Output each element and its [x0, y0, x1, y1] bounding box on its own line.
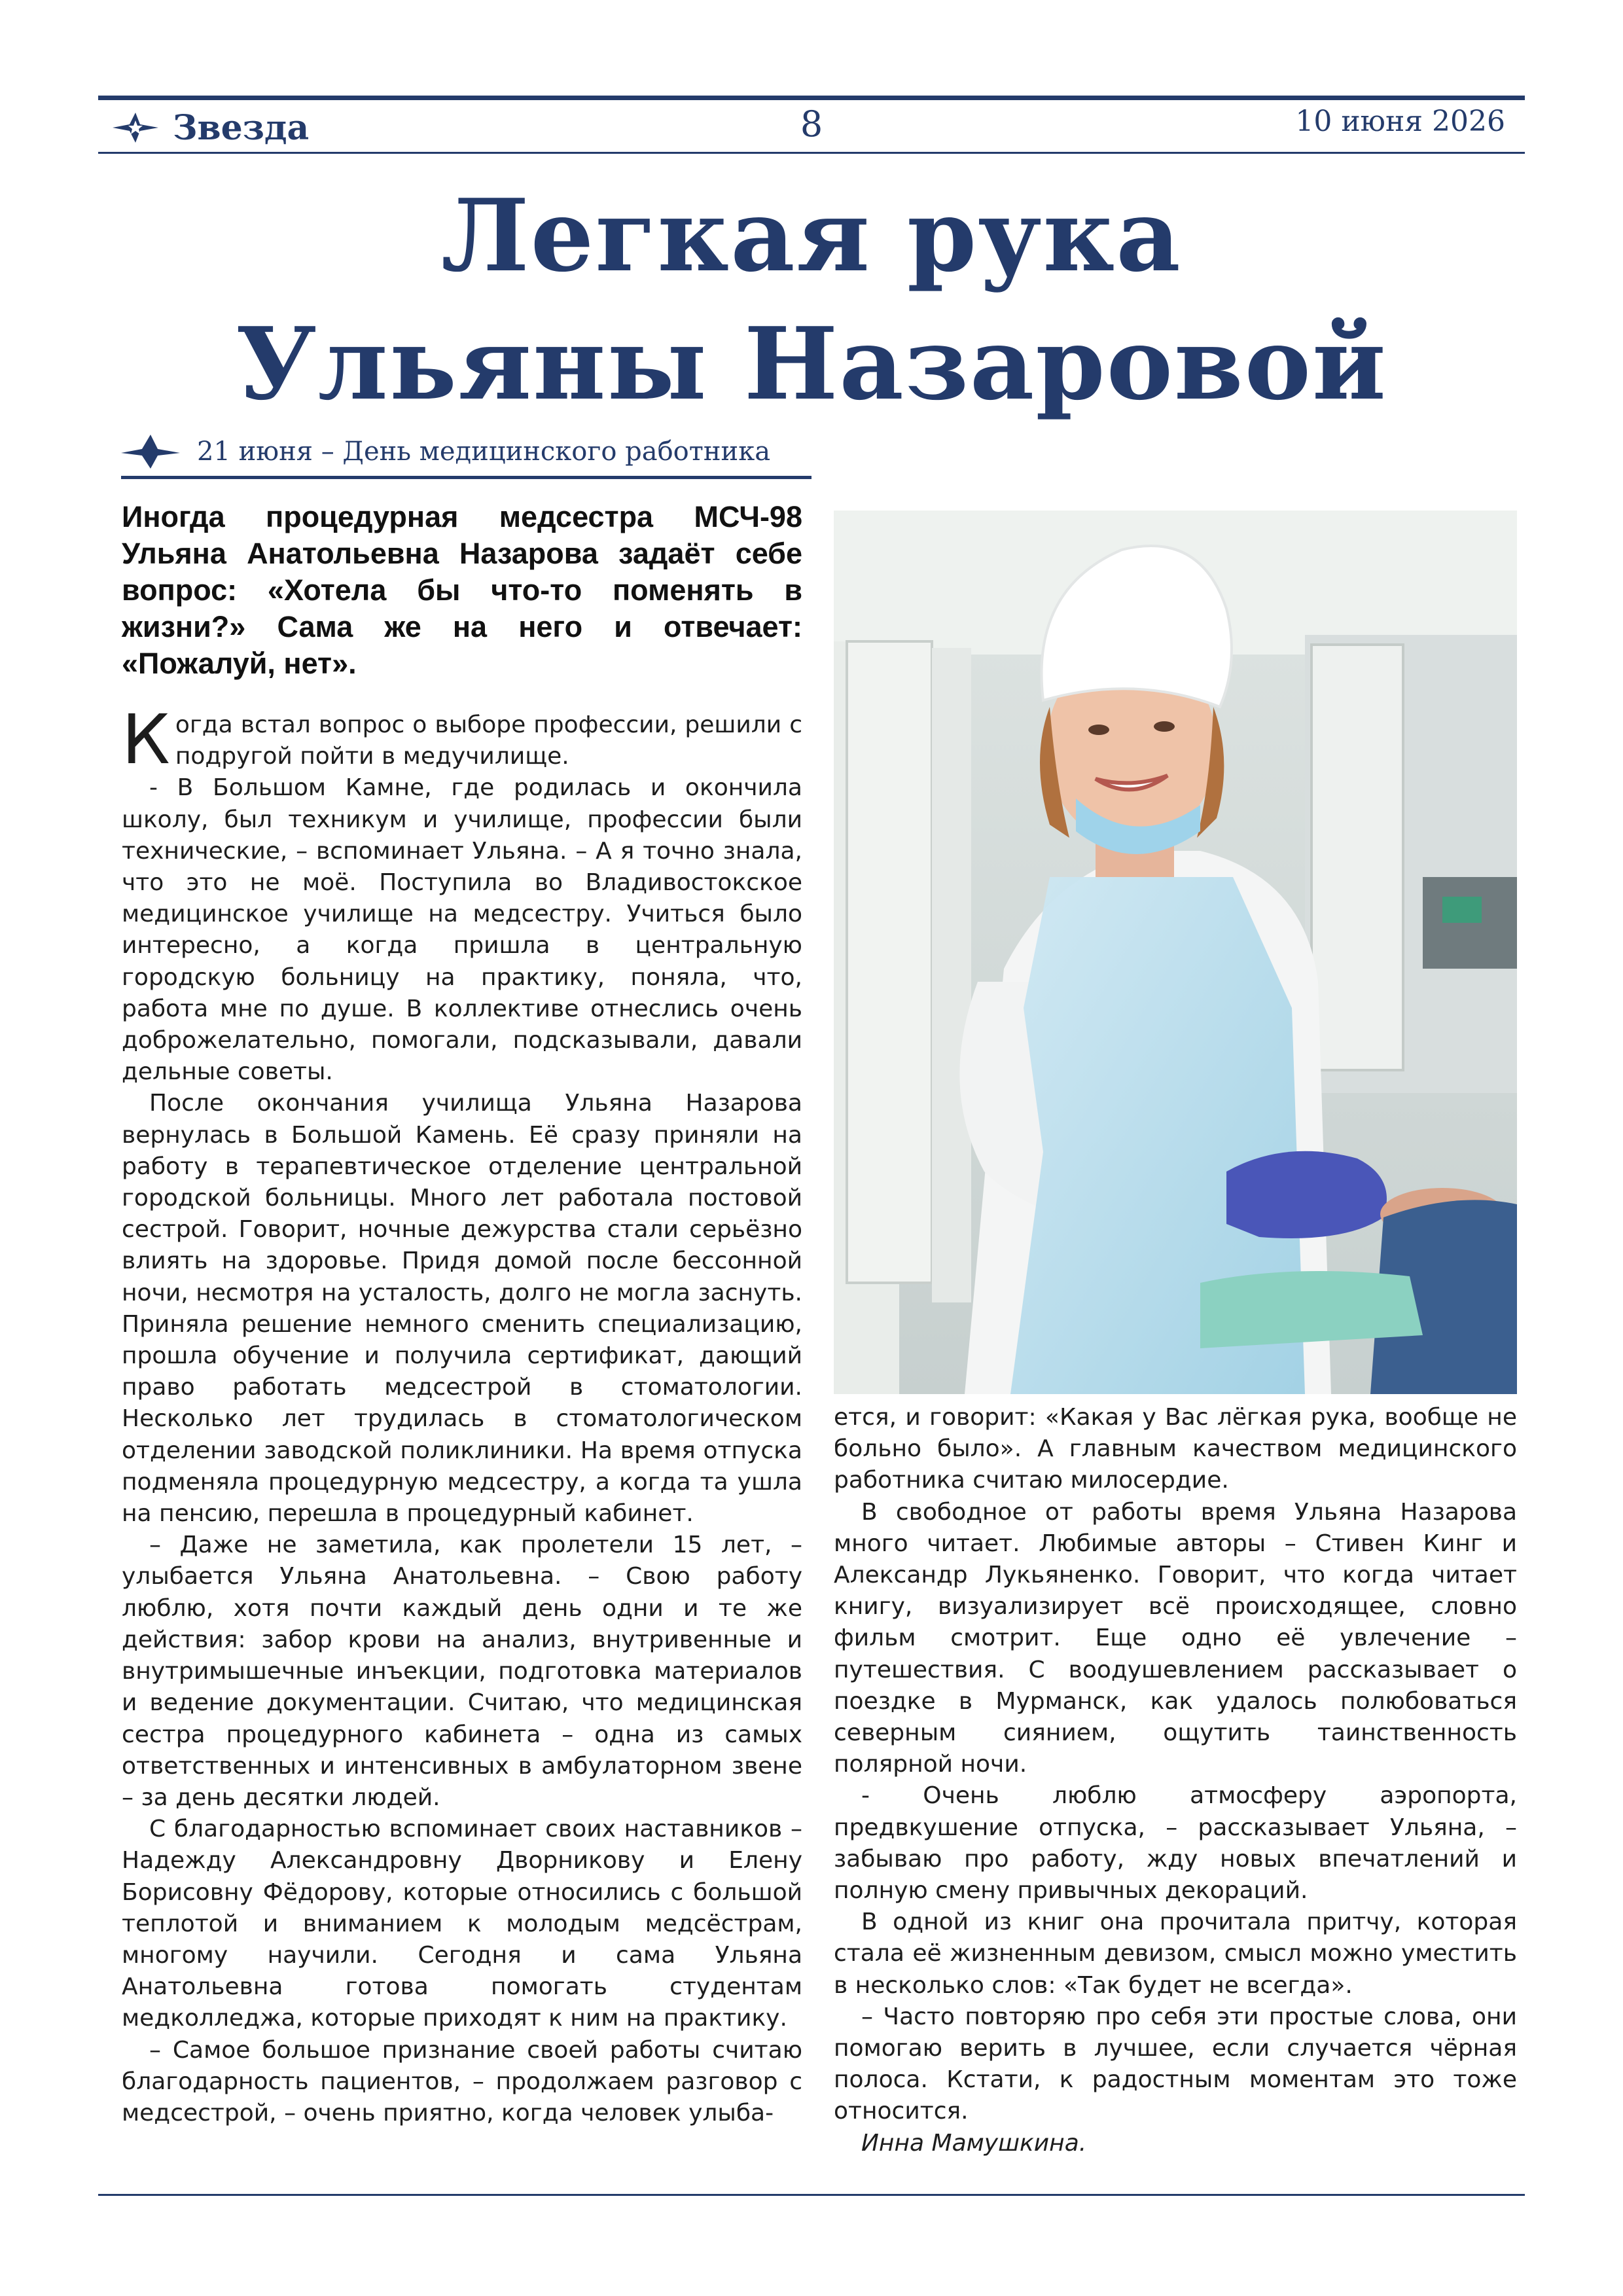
- issue-date: 10 июня 2026: [1295, 105, 1505, 138]
- newspaper-name: Звезда: [173, 107, 310, 148]
- page-number: 8: [800, 103, 823, 145]
- footer-rule: [98, 2194, 1525, 2196]
- author-signature: Инна Мамушкина.: [861, 2129, 1087, 2157]
- star-icon: [113, 111, 158, 144]
- body-paragraph: – Часто повторяю про себя эти простые слова, они помогаю верить в лучшее, если случается чёрная полоса. Кстати, к радостным моментам это тоже относится.: [834, 2003, 1517, 2125]
- article-lead: Иногда процедурная медсестра МСЧ-98 Ульяна Анатольевна Назарова задаёт себе вопрос: «Хотела бы что-то поменять в жизни?» Сама же на него и отвечает: «Пожалуй, нет».: [122, 500, 802, 680]
- header-rule: [98, 152, 1525, 154]
- star-icon: [121, 433, 180, 470]
- headline-line-1: Легкая рука: [441, 177, 1182, 294]
- nurse-portrait-image: [834, 511, 1517, 1394]
- body-paragraph: После окончания училища Ульяна Назарова вернулась в Большой Камень. Её сразу приняли на работу в терапевтическое отделение центральной городской больницы. Много лет работала постовой сестрой. Говорит, ночные дежурства стали серьёзно влиять на здоровье. Придя домой после бессонной ночи, несмотря на усталость, долго не могла заснуть. Приняла решение немного сменить специализацию, прошла обучение и получила сертификат, дающий право работать медсестрой в стоматологии. Несколько лет трудилась в стоматологическом отделении заводской поликлиники. На время отпуска подменяла процедурную медсестру, а когда та ушла на пенсию, перешла в процедурный кабинет.: [122, 1090, 802, 1528]
- body-paragraph: – Даже не заметила, как пролетели 15 лет, – улыбается Ульяна Анатольевна. – Свою работу люблю, хотя почти каждый день одни и те же действия: забор крови на анализ, внутривенные и внутримышечные инъекции, подготовка материалов и ведение документации. Считаю, что медицинская сестра процедурного кабинета – одна из самых ответственных и интенсивных в амбулаторном звене – за день десятки людей.: [122, 1532, 802, 1811]
- article-photo: [834, 511, 1517, 1394]
- article-headline: [98, 171, 1525, 428]
- first-paragraph: [122, 700, 802, 780]
- body-paragraph: С благодарностью вспоминает своих наставников – Надежду Александровну Дворникову и Елену Борисовну Фёдорову, которые относились с большой теплотой и вниманием к молодым медсёстрам, многому научили. Сегодня и сама Ульяна Анатольевна готова помогать студентам медколледжа, которые приходят к ним на практику.: [122, 1816, 802, 2032]
- header-top-rule: [98, 96, 1525, 100]
- kicker-text: 21 июня – День медицинского работника: [197, 437, 771, 467]
- body-paragraph: В одной из книг она прочитала притчу, которая стала её жизненным девизом, смысл можно уместить в несколько слов: «Так будет не всегда».: [834, 1909, 1517, 1999]
- body-column-left: [122, 700, 802, 2129]
- body-paragraph: В свободное от работы время Ульяна Назарова много читает. Любимые авторы – Стивен Кинг и Александр Лукьяненко. Говорит, что когда читает книгу, визуализирует всё происходящее, словно фильм смотрит. Еще одно её увлечение – путешествия. С воодушевлением рассказывает о поездке в Мурманск, как удалось полюбоваться северным сиянием, ощутить таинственность полярной ночи.: [834, 1498, 1517, 1778]
- newspaper-logo: [113, 105, 309, 151]
- body-paragraph: - В Большом Камне, где родилась и окончила школу, был техникум и училище, профессии были технические, – вспоминает Ульяна. – А я точно знала, что это не моё. Поступила во Владивостокское медицинское училище на медсестру. Учиться было интересно, а когда пришла в центральную городскую больницу на практику, поняла, что, работа мне по душе. В коллективе отнеслись очень доброжелательно, помогали, подсказывали, давали дельные советы.: [122, 774, 802, 1086]
- headline-line-2: Ульяны Назаровой: [236, 305, 1387, 422]
- body-paragraph: - Очень люблю атмосферу аэропорта, предвкушение отпуска, – рассказывает Ульяна, – забываю про работу, жду новых впечатлений и полную смену привычных декораций.: [834, 1782, 1517, 1905]
- first-paragraph-text: огда встал вопрос о выборе профессии, решили с подругой пойти в медучилище.: [175, 711, 802, 770]
- kicker-rule: [121, 476, 812, 479]
- body-column-right: [834, 1402, 1517, 2159]
- body-paragraph: – Самое большое признание своей работы считаю благодарность пациентов, – продолжаем разговор с медсестрой, – очень приятно, когда человек улыба-: [122, 2036, 802, 2126]
- kicker: [121, 425, 812, 478]
- continuation-paragraph: ется, и говорит: «Какая у Вас лёгкая рука, вообще не больно было». А главным качеством медицинского работника считаю милосердие.: [834, 1404, 1517, 1494]
- drop-cap: К: [122, 700, 170, 780]
